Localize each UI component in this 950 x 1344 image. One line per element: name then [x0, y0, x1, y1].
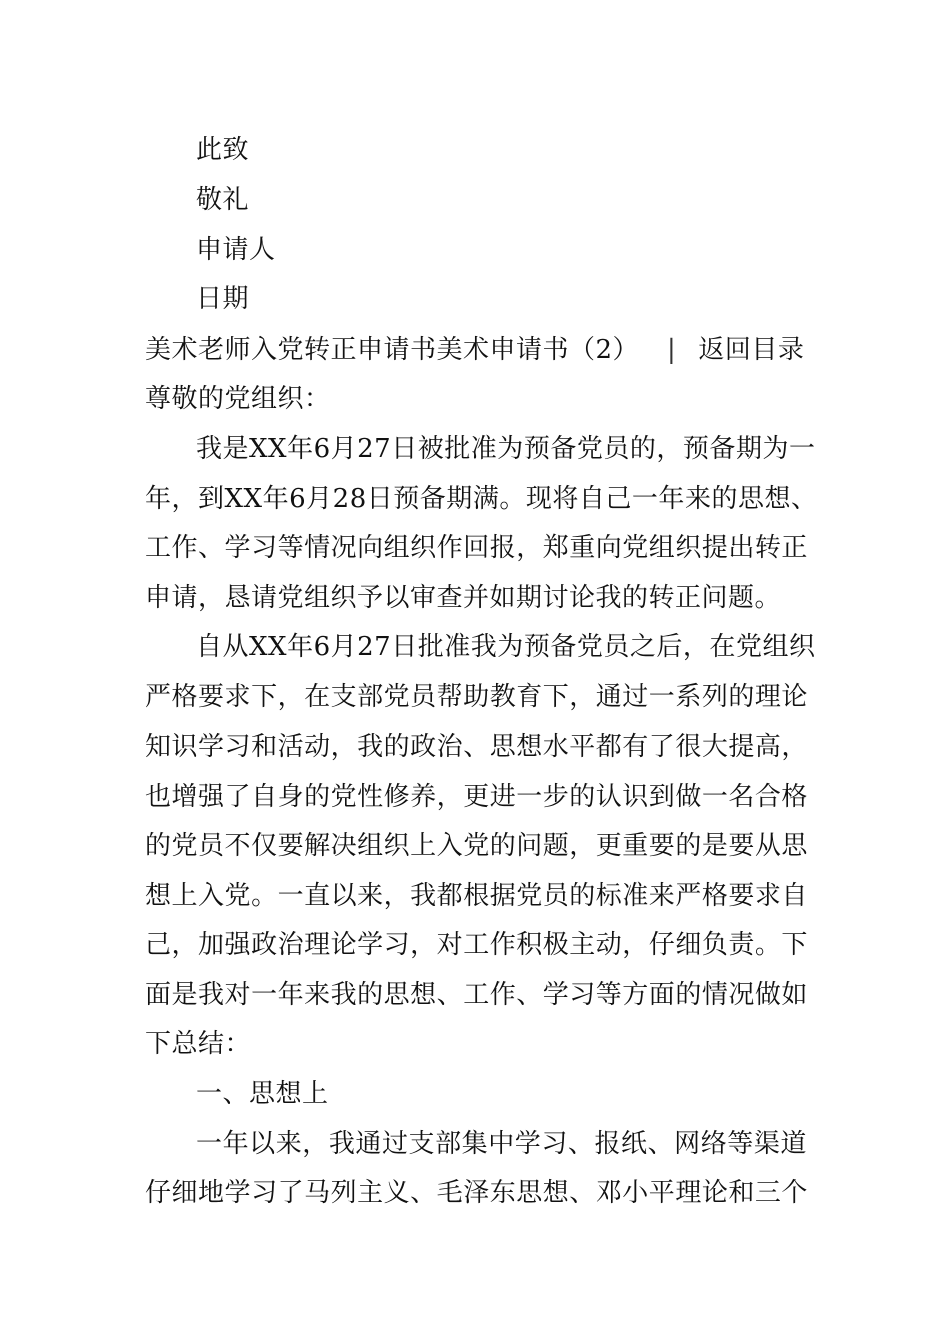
- return-to-toc-link[interactable]: 返回目录: [698, 335, 805, 365]
- body-line: 申请，恳请党组织予以审查并如期讨论我的转正问题。: [145, 583, 782, 613]
- body-line: 下总结：: [145, 1029, 252, 1059]
- body-line: 的 党 员 不 仅 要 解 决 组 织 上 入 党 的 问 题 ， 更 重 要 的 是 要 从 思: [145, 831, 808, 861]
- body-line: 严 格 要 求 下 ， 在 支 部 党 员 帮 助 教 育 下 ， 通 过 一 系 列 的 理 论: [145, 682, 808, 712]
- body-line: 己 ， 加 强 政 治 理 论 学 习 ， 对 工 作 积 极 主 动 ， 仔 细 负 责 。 下: [145, 930, 808, 960]
- body-line: 一 年 以 来 ， 我 通 过 支 部 集 中 学 习 、 报 纸 、 网 络 等 渠 道: [196, 1129, 807, 1159]
- closing-salute-2: 敬礼: [196, 185, 250, 215]
- body-line: 年 ， 到 XX 年 6 月 28 日 预 备 期 满 。 现 将 自 己 一 年 来 的 思 想 、: [145, 484, 818, 514]
- greeting: 尊敬的党组织：: [145, 384, 331, 414]
- body-line: 仔 细 地 学 习 了 马 列 主 义 、 毛 泽 东 思 想 、 邓 小 平 理 论 和 三 个: [145, 1178, 808, 1208]
- body-line: 知 识 学 习 和 活 动 ， 我 的 政 治 、 思 想 水 平 都 有 了 很 大 提 高 ，: [145, 732, 808, 762]
- body-line: 想 上 入 党 。 一 直 以 来 ， 我 都 根 据 党 员 的 标 准 来 严 格 要 求 自: [145, 881, 808, 911]
- closing-salute-1: 此致: [196, 135, 250, 165]
- section-heading: [145, 335, 807, 365]
- body-line: 工 作 、 学 习 等 情 况 向 组 织 作 回 报 ， 郑 重 向 党 组 织 提 出 转 正: [145, 533, 808, 563]
- body-line: 我 是 XX 年 6 月 27 日 被 批 准 为 预 备 党 员 的 ， 预 备 期 为 一: [196, 434, 816, 464]
- heading-separator: |: [667, 335, 677, 365]
- body-line: 也 增 强 了 自 身 的 党 性 修 养 ， 更 进 一 步 的 认 识 到 做 一 名 合 格: [145, 782, 808, 812]
- closing-date: 日期: [196, 284, 250, 314]
- subheading-thought: 一、思想上: [196, 1079, 329, 1109]
- closing-applicant: 申请人: [196, 235, 276, 265]
- body-line: 面 是 我 对 一 年 来 我 的 思 想 、 工 作 、 学 习 等 方 面 的 情 况 做 如: [145, 980, 808, 1010]
- body-line: 自 从 XX 年 6 月 27 日 批 准 我 为 预 备 党 员 之 后 ， 在 党 组 织: [196, 632, 816, 662]
- section-title: 美术老师入党转正申请书美术申请书（2）: [145, 335, 640, 365]
